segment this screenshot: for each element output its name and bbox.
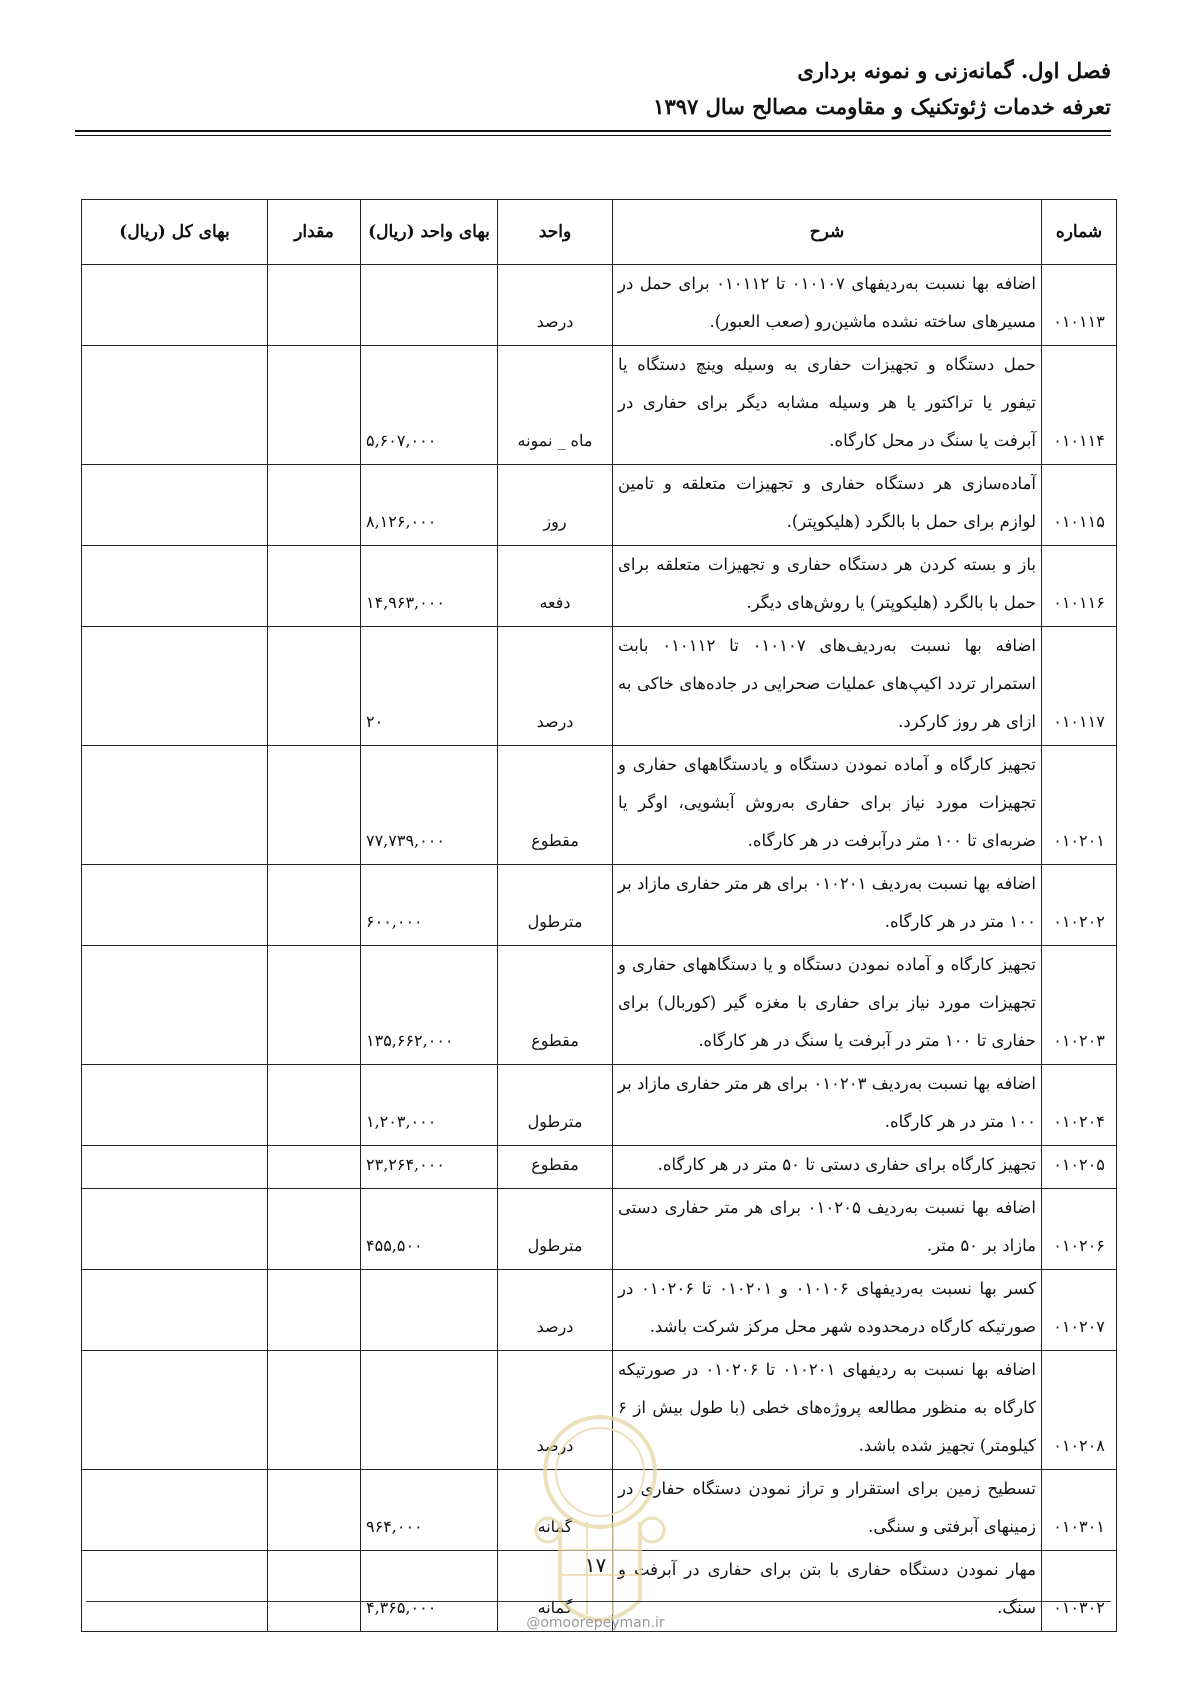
- item-code: ۰۱۰۲۰۶: [1042, 1189, 1117, 1270]
- item-total-price: [82, 746, 268, 865]
- table-header-row: [82, 200, 1117, 265]
- table-row: [82, 865, 1117, 946]
- item-quantity: [268, 746, 361, 865]
- header-rule-thin: [75, 135, 1111, 136]
- item-unit-price: ۷۷,۷۳۹,۰۰۰: [361, 746, 498, 865]
- item-description: تسطیح زمین برای استقرار و تراز نمودن دستگاه حفاری در زمینهای آبرفتی و سنگی.: [613, 1470, 1042, 1551]
- item-unit: مترطول: [498, 865, 613, 946]
- item-unit-price: ۱۳۵,۶۶۲,۰۰۰: [361, 946, 498, 1065]
- chapter-title: فصل اول. گمانه‌زنی و نمونه برداری: [797, 58, 1111, 83]
- item-unit: درصد: [498, 1270, 613, 1351]
- item-description: مهار نمودن دستگاه حفاری با بتن برای حفاری در آبرفت و سنگ.: [613, 1551, 1042, 1632]
- item-quantity: [268, 627, 361, 746]
- item-code: ۰۱۰۲۰۲: [1042, 865, 1117, 946]
- column-header-description: شرح: [613, 200, 1042, 265]
- page-number: ۱۷: [584, 1553, 607, 1577]
- item-unit: مترطول: [498, 1189, 613, 1270]
- item-unit-price: [361, 1270, 498, 1351]
- item-code: ۰۱۰۳۰۲: [1042, 1551, 1117, 1632]
- item-code: ۰۱۰۱۱۳: [1042, 265, 1117, 346]
- item-code: ۰۱۰۲۰۴: [1042, 1065, 1117, 1146]
- item-unit-price: ۴,۳۶۵,۰۰۰: [361, 1551, 498, 1632]
- item-unit: مقطوع: [498, 746, 613, 865]
- item-unit-price: ۹۶۴,۰۰۰: [361, 1470, 498, 1551]
- item-description: حمل دستگاه و تجهیزات حفاری به وسیله وینچ دستگاه یا تیفور یا تراکتور یا هر وسیله مشابه دیگر برای حفاری در آبرفت یا سنگ در محل کارگاه.: [613, 346, 1042, 465]
- item-total-price: [82, 346, 268, 465]
- item-code: ۰۱۰۲۰۷: [1042, 1270, 1117, 1351]
- item-total-price: [82, 465, 268, 546]
- item-quantity: [268, 1146, 361, 1189]
- page-header: [653, 56, 1111, 122]
- table-row: [82, 265, 1117, 346]
- table-row: [82, 1351, 1117, 1470]
- item-quantity: [268, 1189, 361, 1270]
- item-unit-price: ۲۳,۲۶۴,۰۰۰: [361, 1146, 498, 1189]
- item-description: کسر بها نسبت به‌ردیفهای ۰۱۰۱۰۶ و ۰۱۰۲۰۱ تا ۰۱۰۲۰۶ در صورتیکه کارگاه درمحدوده شهر محل مرکز شرکت باشد.: [613, 1270, 1042, 1351]
- item-unit: گمانه: [498, 1470, 613, 1551]
- table-row: [82, 546, 1117, 627]
- item-unit-price: ۴۵۵,۵۰۰: [361, 1189, 498, 1270]
- item-description: اضافه بها نسبت به ردیفهای ۰۱۰۲۰۱ تا ۰۱۰۲۰۶ در صورتیکه کارگاه به منظور مطالعه پروژه‌های خطی (با طول بیش از ۶ کیلومتر) تجهیز شده باشد.: [613, 1351, 1042, 1470]
- item-unit-price: ۱۴,۹۶۳,۰۰۰: [361, 546, 498, 627]
- column-header-unit: واحد: [498, 200, 613, 265]
- item-quantity: [268, 865, 361, 946]
- item-total-price: [82, 265, 268, 346]
- table-row: [82, 465, 1117, 546]
- item-description: تجهیز کارگاه و آماده نمودن دستگاه و یادستگاههای حفاری و تجهیزات مورد نیاز برای حفاری به‌روش آبشویی، اوگر یا ضربه‌ای تا ۱۰۰ متر درآبرفت در هر کارگاه.: [613, 746, 1042, 865]
- table-row: [82, 1189, 1117, 1270]
- table-row: [82, 1065, 1117, 1146]
- item-unit: مقطوع: [498, 946, 613, 1065]
- item-description: باز و بسته کردن هر دستگاه حفاری و تجهیزات متعلقه برای حمل با بالگرد (هلیکوپتر) یا روش‌های دیگر.: [613, 546, 1042, 627]
- header-rule-thick: [75, 130, 1111, 132]
- item-unit: درصد: [498, 1351, 613, 1470]
- footer-rule: [86, 1601, 1111, 1602]
- item-description: اضافه بها نسبت به‌ردیف ۰۱۰۲۰۱ برای هر متر حفاری مازاد بر ۱۰۰ متر در هر کارگاه.: [613, 865, 1042, 946]
- item-description: اضافه بها نسبت به‌ردیف‌های ۰۱۰۱۰۷ تا ۰۱۰۱۱۲ بابت استمرار تردد اکیپ‌های عملیات صحرایی در جاده‌های خاکی به ازای هر روز کارکرد.: [613, 627, 1042, 746]
- item-unit: دفعه: [498, 546, 613, 627]
- item-unit: مترطول: [498, 1065, 613, 1146]
- item-quantity: [268, 1065, 361, 1146]
- item-unit: روز: [498, 465, 613, 546]
- table-body: [82, 265, 1117, 1632]
- item-code: ۰۱۰۲۰۵: [1042, 1146, 1117, 1189]
- table-row: [82, 346, 1117, 465]
- table-row: [82, 746, 1117, 865]
- column-header-unit-price: بهای واحد (ریال): [361, 200, 498, 265]
- item-total-price: [82, 1189, 268, 1270]
- table-row: [82, 1470, 1117, 1551]
- item-quantity: [268, 465, 361, 546]
- item-total-price: [82, 865, 268, 946]
- table-row: [82, 627, 1117, 746]
- item-code: ۰۱۰۱۱۷: [1042, 627, 1117, 746]
- table-row: [82, 1270, 1117, 1351]
- item-quantity: [268, 946, 361, 1065]
- item-code: ۰۱۰۲۰۳: [1042, 946, 1117, 1065]
- column-header-quantity: مقدار: [268, 200, 361, 265]
- website-watermark: @omoorepeyman.ir: [526, 1615, 665, 1631]
- table-row: [82, 1146, 1117, 1189]
- item-unit-price: ۸,۱۲۶,۰۰۰: [361, 465, 498, 546]
- item-code: ۰۱۰۳۰۱: [1042, 1470, 1117, 1551]
- item-description: تجهیز کارگاه و آماده نمودن دستگاه و یا دستگاههای حفاری و تجهیزات مورد نیاز برای حفاری با مغزه گیر (کوربال) برای حفاری تا ۱۰۰ متر در آبرفت یا سنگ در هر کارگاه.: [613, 946, 1042, 1065]
- item-quantity: [268, 1351, 361, 1470]
- item-description: آماده‌سازی هر دستگاه حفاری و تجهیزات متعلقه و تامین لوازم برای حمل با بالگرد (هلیکوپتر).: [613, 465, 1042, 546]
- item-total-price: [82, 1470, 268, 1551]
- item-total-price: [82, 1065, 268, 1146]
- item-total-price: [82, 546, 268, 627]
- document-title: تعرفه خدمات ژئوتکنیک و مقاومت مصالح سال ۱۳۹۷: [653, 94, 1111, 119]
- item-quantity: [268, 346, 361, 465]
- item-quantity: [268, 1270, 361, 1351]
- item-total-price: [82, 1351, 268, 1470]
- item-total-price: [82, 946, 268, 1065]
- item-total-price: [82, 627, 268, 746]
- item-unit: درصد: [498, 627, 613, 746]
- table-row: [82, 946, 1117, 1065]
- item-quantity: [268, 265, 361, 346]
- item-quantity: [268, 546, 361, 627]
- item-unit: درصد: [498, 265, 613, 346]
- item-code: ۰۱۰۲۰۸: [1042, 1351, 1117, 1470]
- item-total-price: [82, 1146, 268, 1189]
- item-unit-price: ۱,۲۰۳,۰۰۰: [361, 1065, 498, 1146]
- column-header-total-price: بهای کل (ریال): [82, 200, 268, 265]
- item-unit: مقطوع: [498, 1146, 613, 1189]
- item-unit-price: ۵,۶۰۷,۰۰۰: [361, 346, 498, 465]
- item-description: تجهیز کارگاه برای حفاری دستی تا ۵۰ متر در هر کارگاه.: [613, 1146, 1042, 1189]
- item-unit: گمانه: [498, 1551, 613, 1632]
- item-description: اضافه بها نسبت به‌ردیفهای ۰۱۰۱۰۷ تا ۰۱۰۱۱۲ برای حمل در مسیرهای ساخته نشده ماشین‌رو (صعب العبور).: [613, 265, 1042, 346]
- item-code: ۰۱۰۲۰۱: [1042, 746, 1117, 865]
- item-description: اضافه بها نسبت به‌ردیف ۰۱۰۲۰۳ برای هر متر حفاری مازاد بر ۱۰۰ متر در هر کارگاه.: [613, 1065, 1042, 1146]
- item-unit-price: [361, 265, 498, 346]
- item-total-price: [82, 1270, 268, 1351]
- item-code: ۰۱۰۱۱۶: [1042, 546, 1117, 627]
- item-unit: ماه _ نمونه: [498, 346, 613, 465]
- item-unit-price: ۶۰۰,۰۰۰: [361, 865, 498, 946]
- item-code: ۰۱۰۱۱۴: [1042, 346, 1117, 465]
- column-header-code: شماره: [1042, 200, 1117, 265]
- item-code: ۰۱۰۱۱۵: [1042, 465, 1117, 546]
- item-unit-price: [361, 1351, 498, 1470]
- item-unit-price: ۲۰: [361, 627, 498, 746]
- item-description: اضافه بها نسبت به‌ردیف ۰۱۰۲۰۵ برای هر متر حفاری دستی مازاد بر ۵۰ متر.: [613, 1189, 1042, 1270]
- tariff-table: [81, 199, 1117, 1632]
- item-quantity: [268, 1470, 361, 1551]
